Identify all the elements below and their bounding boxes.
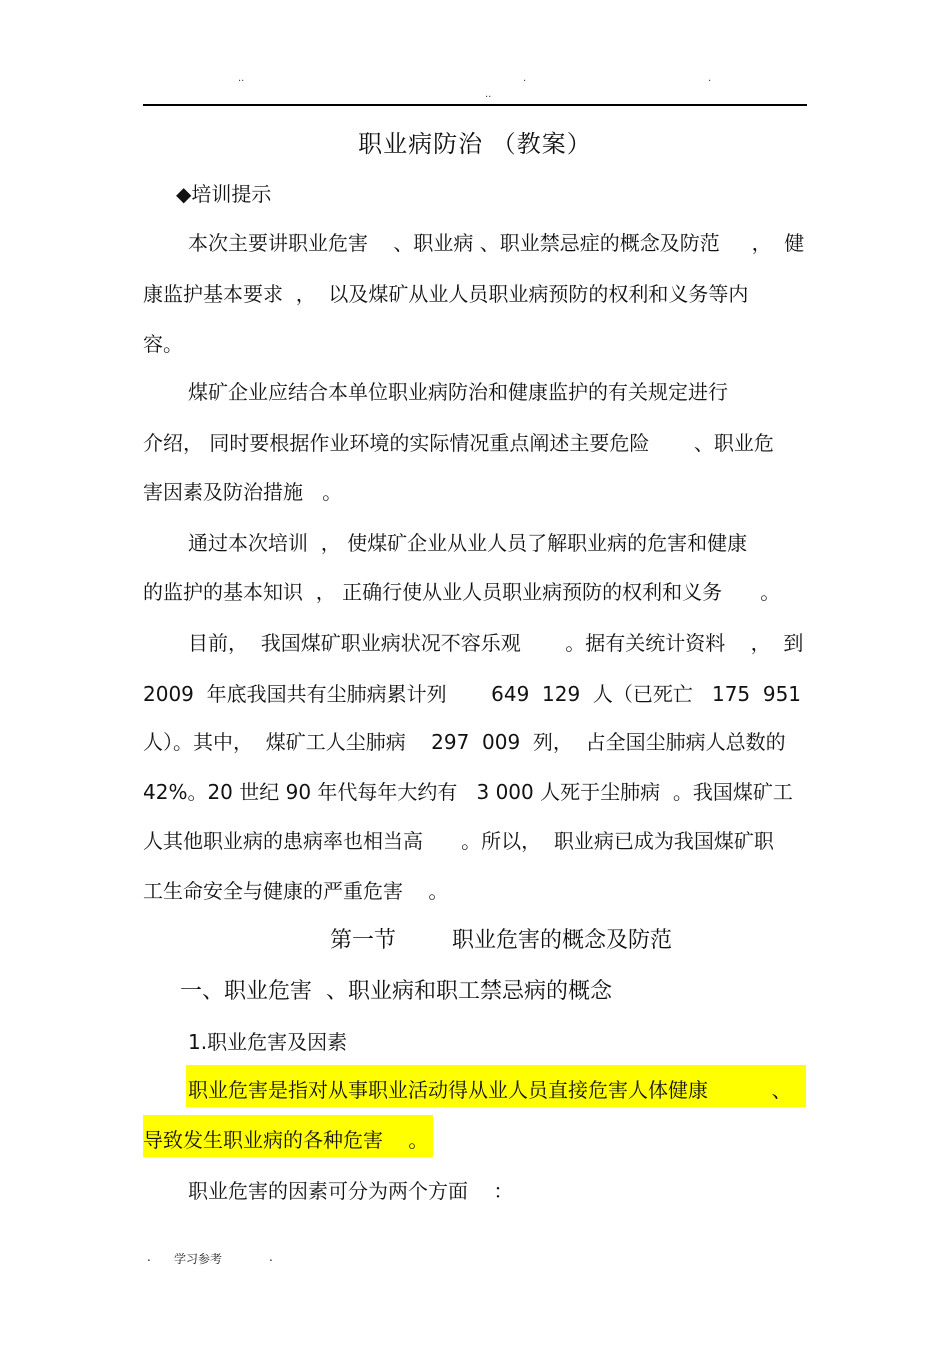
paragraph-line: 人其他职业病的患病率也相当高 。所以， 职业病已成为我国煤矿职 <box>143 829 774 853</box>
paragraph-line: 职业危害的因素可分为两个方面 ： <box>188 1179 514 1203</box>
footer-mark: . <box>147 1250 151 1264</box>
header-mark: . <box>523 73 527 84</box>
paragraph-line: 害因素及防治措施 。 <box>143 480 343 504</box>
paragraph-line: 煤矿企业应结合本单位职业病防治和健康监护的有关规定进行 <box>188 380 728 404</box>
header-mark: .. <box>485 89 492 100</box>
footer-text: 学习参考 <box>174 1252 223 1266</box>
footer-mark: . <box>269 1250 273 1264</box>
paragraph-line: 康监护基本要求 ， 以及煤矿从业人员职业病预防的权利和义务等内 <box>143 282 749 306</box>
paragraph-line: 2009 年底我国共有尘肺病累计列 649 129 人（已死亡 175 951 <box>143 682 802 706</box>
item-heading: 1.职业危害及因素 <box>188 1030 348 1054</box>
document-title: 职业病防治 （教案） <box>358 130 592 158</box>
paragraph-line: 目前， 我国煤矿职业病状况不容乐观 。据有关统计资料 ， 到 <box>188 631 804 655</box>
paragraph-line: 介绍， 同时要根据作业环境的实际情况重点阐述主要危险 、职业危 <box>143 431 774 455</box>
tip-heading: ◆培训提示 <box>176 182 272 206</box>
highlighted-text: 导致发生职业病的各种危害 。 <box>143 1128 429 1152</box>
subsection-title: 一、职业危害 、职业病和职工禁忌病的概念 <box>180 979 612 1004</box>
paragraph-line: 人）。其中， 煤矿工人尘肺病 297 009 列， 占全国尘肺病人总数的 <box>143 730 786 754</box>
paragraph-line: 通过本次培训 ， 使煤矿企业从业人员了解职业病的危害和健康 <box>188 531 748 555</box>
highlighted-text: 职业危害是指对从事职业活动得从业人员直接危害人体健康 、 <box>188 1078 792 1102</box>
header-rule <box>143 104 807 106</box>
section-title: 第一节 职业危害的概念及防范 <box>330 928 672 953</box>
paragraph-line: 42%。20 世纪 90 年代每年大约有 3 000 人死于尘肺病 。我国煤矿工 <box>143 780 793 804</box>
paragraph-line: 工生命安全与健康的严重危害 。 <box>143 879 449 903</box>
paragraph-line: 本次主要讲职业危害 、职业病 、职业禁忌症的概念及防范 ， 健 <box>188 231 805 255</box>
paragraph-line: 的监护的基本知识 ， 正确行使从业人员职业病预防的权利和义务 。 <box>143 580 781 604</box>
paragraph-line: 容。 <box>143 332 183 356</box>
header-mark: . <box>708 73 712 84</box>
header-mark: .. <box>238 73 245 84</box>
